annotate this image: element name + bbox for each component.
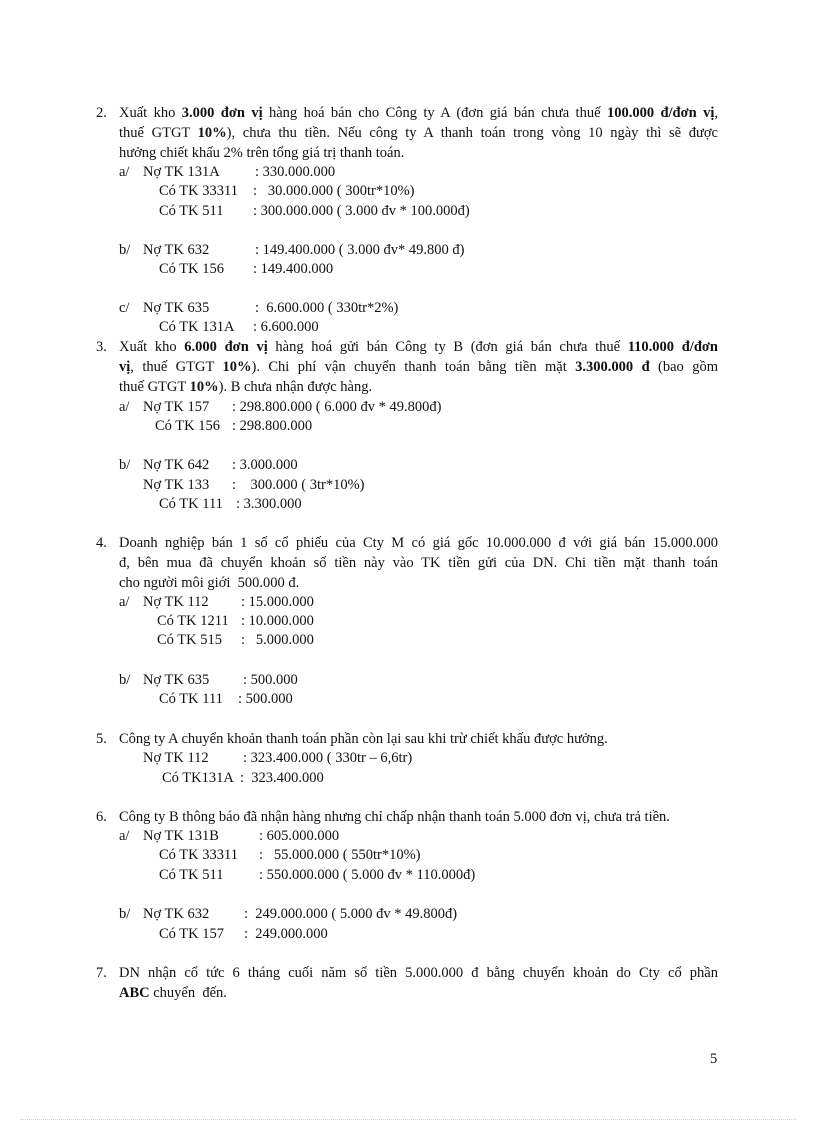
debit-account: Nợ TK 632 [143, 242, 210, 258]
credit-amount: : 298.800.000 [232, 418, 313, 434]
credit-amount: : 550.000.000 ( 5.000 đv * 110.000đ) [259, 867, 476, 883]
debit-amount: : 605.000.000 [259, 828, 340, 844]
debit-account: Nợ TK 112 [143, 594, 209, 610]
debit-amount: : 249.000.000 ( 5.000 đv * 49.800đ) [244, 906, 458, 922]
debit-amount: : 500.000 [243, 672, 298, 688]
debit-account: Nợ TK 642 [143, 457, 210, 473]
credit-amount: : 6.600.000 [253, 319, 319, 335]
debit-amount: : 330.000.000 [255, 164, 336, 180]
credit-account: Có TK 111 [159, 691, 223, 707]
debit-account: Nợ TK 112 [143, 750, 209, 766]
debit-amount: : 323.400.000 ( 330tr – 6,6tr) [243, 750, 413, 766]
entry-label: a/ [119, 594, 130, 610]
credit-amount: : 323.400.000 [240, 770, 324, 786]
entry-label: b/ [119, 672, 131, 688]
entry-label: c/ [119, 300, 130, 316]
credit-account: Có TK131A [162, 770, 234, 786]
entry-label: b/ [119, 242, 131, 258]
credit-account: Có TK 33311 [159, 183, 238, 199]
item-number: 6. [96, 809, 107, 825]
item-text-line: Công ty A chuyển khoản thanh toán phần còn lại sau khi trừ chiết khấu được hưởng. [119, 731, 608, 747]
credit-account: Có TK 511 [159, 867, 224, 883]
credit-account: Có TK 33311 [159, 847, 238, 863]
item-text-line: DN nhận cổ tức 6 tháng cuối năm số tiền 5.000.000 đ bằng chuyển khoản do Cty cổ phần [119, 965, 718, 981]
item-number: 7. [96, 965, 107, 981]
credit-amount: : 30.000.000 ( 300tr*10%) [253, 183, 415, 199]
item-text-line: đ, bên mua đã chuyển khoản số tiền này vào TK tiền gửi của DN. Chi tiền mặt thanh toán [119, 555, 718, 571]
credit-amount: : 3.300.000 [236, 496, 302, 512]
item-text-line: thuế GTGT 10%). B chưa nhận được hàng. [119, 379, 373, 395]
item-number: 4. [96, 535, 107, 551]
credit-account: Có TK 156 [159, 261, 224, 277]
debit-amount: : 300.000 ( 3tr*10%) [232, 477, 365, 493]
item-text-line: vị, thuế GTGT 10%). Chi phí vận chuyển thanh toán bằng tiền mặt 3.300.000 đ (bao gồm [119, 359, 718, 375]
debit-amount: : 149.400.000 ( 3.000 đv* 49.800 đ) [255, 242, 465, 258]
debit-account: Nợ TK 635 [143, 300, 210, 316]
credit-account: Có TK 511 [159, 203, 224, 219]
debit-account: Nợ TK 131A [143, 164, 220, 180]
item-text-line: Xuất kho 3.000 đơn vị hàng hoá bán cho Công ty A (đơn giá bán chưa thuế 100.000 đ/đơn vị, [119, 105, 719, 121]
debit-amount: : 3.000.000 [232, 457, 298, 473]
item-number: 5. [96, 731, 107, 747]
credit-amount: : 500.000 [238, 691, 293, 707]
debit-account: Nợ TK 131B [143, 828, 219, 844]
debit-amount: : 6.600.000 ( 330tr*2%) [255, 300, 399, 316]
credit-account: Có TK 1211 [157, 613, 229, 629]
item-text-line: ABC chuyển đến. [119, 985, 227, 1001]
debit-amount: : 298.800.000 ( 6.000 đv * 49.800đ) [232, 399, 442, 415]
page-number: 5 [710, 1051, 718, 1067]
entry-label: b/ [119, 457, 131, 473]
item-text-line: thuế GTGT 10%), chưa thu tiền. Nếu công ty A thanh toán trong vòng 10 ngày thì sẽ được [119, 125, 718, 141]
credit-account: Có TK 515 [157, 632, 222, 648]
debit-amount: : 15.000.000 [241, 594, 314, 610]
credit-amount: : 249.000.000 [244, 926, 328, 942]
credit-amount: : 10.000.000 [241, 613, 314, 629]
debit-account: Nợ TK 635 [143, 672, 210, 688]
item-text-line: Doanh nghiệp bán 1 số cổ phiếu của Cty M có giá gốc 10.000.000 đ với giá bán 15.000.000 [119, 535, 718, 551]
item-number: 3. [96, 339, 107, 355]
entry-label: a/ [119, 828, 130, 844]
entry-label: a/ [119, 164, 130, 180]
debit-account: Nợ TK 632 [143, 906, 210, 922]
credit-account: Có TK 157 [159, 926, 224, 942]
credit-account: Có TK 131A [159, 319, 235, 335]
item-text-line: Xuất kho 6.000 đơn vị hàng hoá gửi bán Công ty B (đơn giá bán chưa thuế 110.000 đ/đơn [119, 339, 718, 355]
item-text-line: cho người môi giới 500.000 đ. [119, 575, 300, 591]
page-bottom-rule [20, 1119, 796, 1120]
debit-account: Nợ TK 133 [143, 477, 210, 493]
credit-amount: : 5.000.000 [241, 632, 314, 648]
credit-account: Có TK 156 [155, 418, 220, 434]
entry-label: b/ [119, 906, 131, 922]
item-text-line: hưởng chiết khấu 2% trên tổng giá trị thanh toán. [119, 145, 405, 161]
debit-account: Nợ TK 157 [143, 399, 210, 415]
entry-label: a/ [119, 399, 130, 415]
credit-amount: : 55.000.000 ( 550tr*10%) [259, 847, 421, 863]
item-text-line: Công ty B thông báo đã nhận hàng nhưng chỉ chấp nhận thanh toán 5.000 đơn vị, chưa trả tiền. [119, 809, 670, 825]
credit-amount: : 300.000.000 ( 3.000 đv * 100.000đ) [253, 203, 470, 219]
item-number: 2. [96, 105, 107, 121]
credit-account: Có TK 111 [159, 496, 223, 512]
credit-amount: : 149.400.000 [253, 261, 334, 277]
